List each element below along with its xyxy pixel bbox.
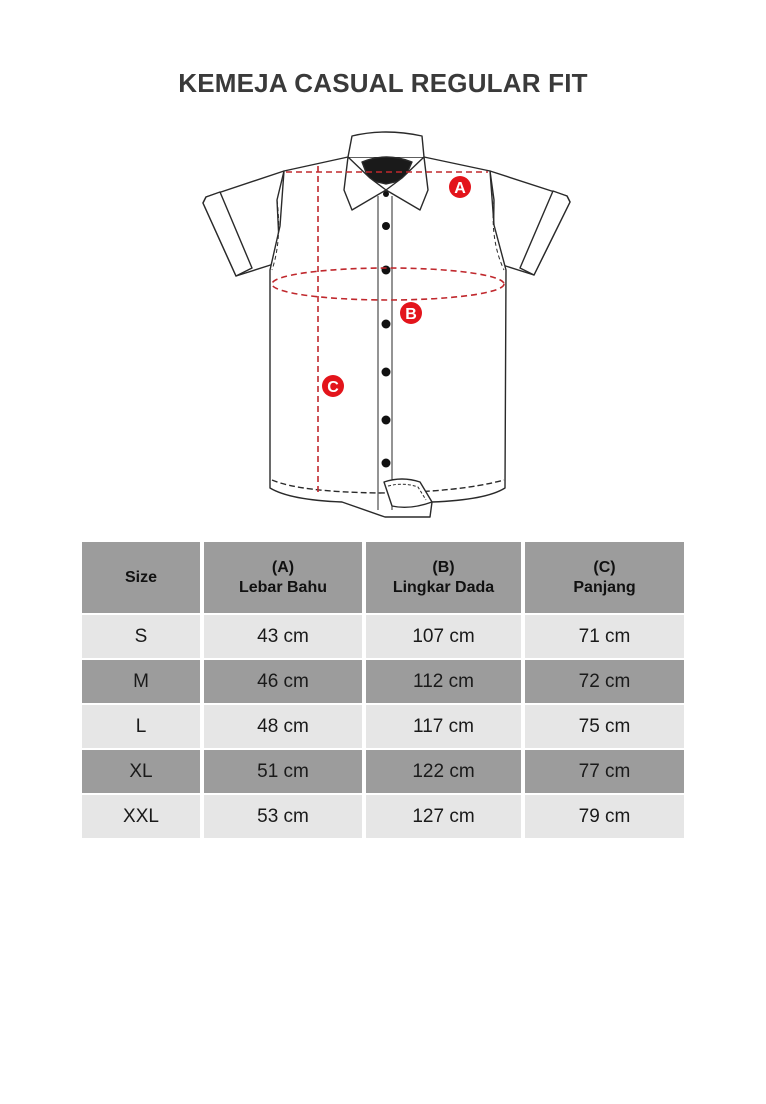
svg-text:B: B [405,306,417,323]
button [382,266,391,275]
marker-c [322,375,344,397]
cell-chest: 107 cm [366,615,521,658]
page-title: KEMEJA CASUAL REGULAR FIT [178,68,588,98]
header-chest: (B) Lingkar Dada [366,542,521,613]
cell-length: 75 cm [525,705,684,748]
cell-shoulder: 53 cm [204,795,362,838]
cell-length: 71 cm [525,615,684,658]
cell-size: M [82,660,200,703]
size-chart-table [82,542,684,838]
cell-size: L [82,705,200,748]
header-shoulder-width: (A) Lebar Bahu [204,542,362,613]
cell-shoulder: 43 cm [204,615,362,658]
cell-chest: 117 cm [366,705,521,748]
cell-chest: 112 cm [366,660,521,703]
cell-size: S [82,615,200,658]
button [382,416,391,425]
button [382,222,390,230]
cell-size: XL [82,750,200,793]
cell-size: XXL [82,795,200,838]
marker-b [400,302,422,324]
cell-length: 77 cm [525,750,684,793]
cell-length: 72 cm [525,660,684,703]
cell-chest: 122 cm [366,750,521,793]
header-size: Size [82,542,200,613]
cell-chest: 127 cm [366,795,521,838]
button [382,320,391,329]
cell-shoulder: 51 cm [204,750,362,793]
shirt-diagram [196,128,576,524]
svg-text:C: C [327,379,339,396]
svg-text:A: A [454,180,466,197]
cell-shoulder: 48 cm [204,705,362,748]
button [382,459,391,468]
button [382,368,391,377]
button [383,191,389,197]
collar-back [348,132,424,157]
cell-length: 79 cm [525,795,684,838]
cell-shoulder: 46 cm [204,660,362,703]
header-length: (C) Panjang [525,542,684,613]
marker-a [449,176,471,198]
